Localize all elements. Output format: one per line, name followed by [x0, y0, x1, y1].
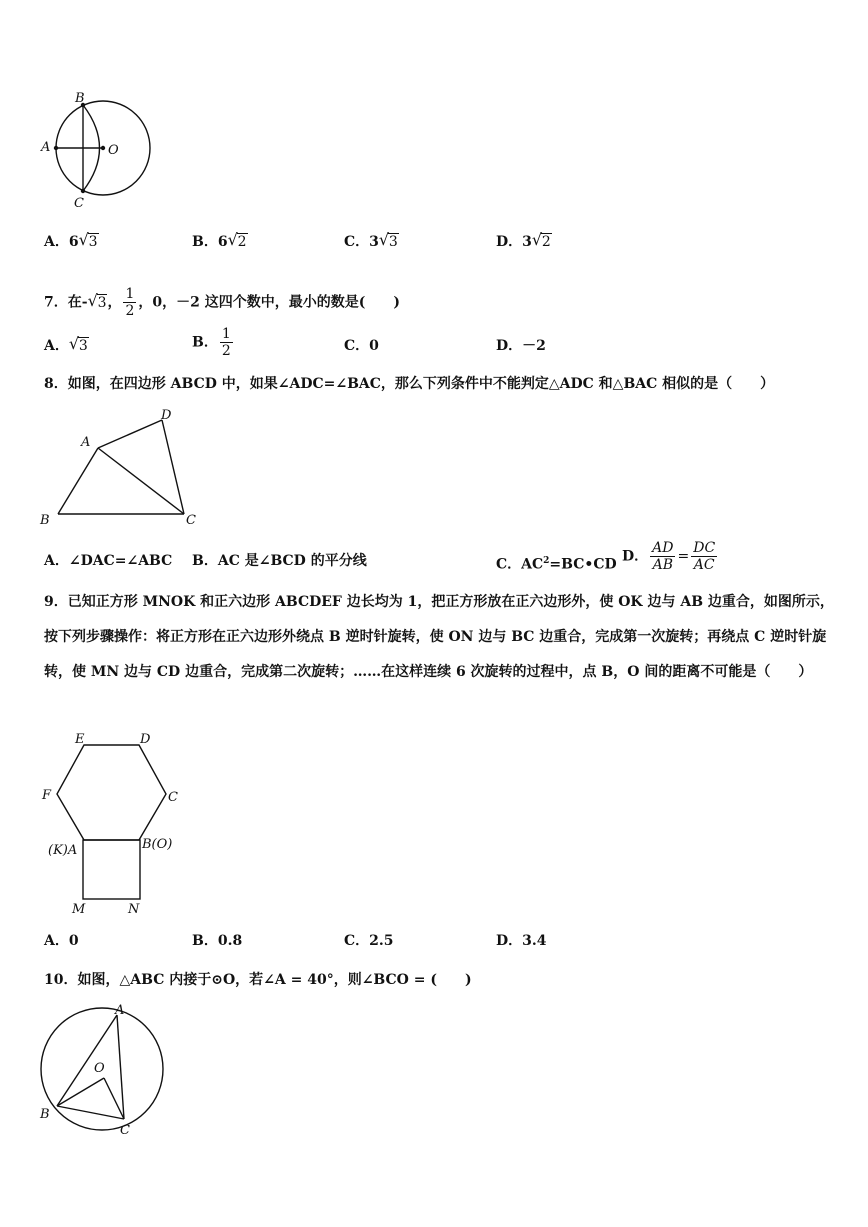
q9-label-e: E	[75, 732, 85, 747]
q9-square	[83, 840, 140, 899]
q9-label-d: D	[140, 732, 151, 747]
q9-hexagon-square-figure	[36, 728, 186, 918]
q9-hexagon	[57, 745, 166, 840]
q6-label-o: O	[108, 143, 119, 158]
q10-label-c: C	[120, 1123, 130, 1138]
q10-label-a: A	[115, 1003, 125, 1018]
q9-label-f: F	[42, 788, 52, 803]
q8-label-d: D	[161, 408, 172, 423]
q6-label-a: A	[41, 140, 51, 155]
q9-label-c: C	[168, 790, 178, 805]
q6-option-c: C．3 √ 3	[344, 230, 398, 250]
q6-circle-figure	[38, 90, 158, 210]
q8-label-a: A	[81, 435, 91, 450]
q6-option-d: D．3 √ 2	[496, 230, 551, 250]
q10-stem: 10．如图，△ABC 内接于⊙O，若∠A = 40°，则∠BCO = ( )	[44, 972, 472, 988]
q7-option-d: D．－2	[496, 338, 546, 354]
q9-label-m: M	[72, 902, 86, 917]
q7-option-c: C．0	[344, 338, 379, 354]
q8-option-c: C．$AC^2=BC•CD$	[496, 556, 617, 573]
q8-label-c: C	[186, 513, 196, 528]
q6-label-b: B	[75, 91, 85, 106]
q7-option-b: B． $\frac{1}{2}$	[192, 326, 231, 359]
q10-circle-figure	[36, 1002, 176, 1142]
q8-label-b: B	[40, 513, 50, 528]
q10-label-o: O	[94, 1061, 105, 1076]
q9-stem: 9．已知正方形 MNOK 和正六边形 ABCDEF 边长均为 1，把正方形放在正六边形外，使 OK 边与 AB 边重合，如图所示，按下列步骤操作：将正方形在正六边形外绕点 B 逆时针旋转，使 ON 边与 BC 边重合，完成第一次旋转；再绕点 C 逆时针旋转，使 MN 边与 CD 边重合，完成第二次旋转；……在这样连续 6 次旋转的过程中，点 B，O 间的距离不可能是（ ）	[44, 594, 834, 680]
q9-label-bo: B(O)	[142, 837, 173, 852]
q10-label-b: B	[40, 1107, 50, 1122]
q8-quadrilateral-figure	[36, 404, 206, 530]
q8-option-a: A．∠DAC=∠ABC	[44, 553, 173, 569]
q9-option-a: A．0	[44, 933, 79, 949]
q7-option-a: A． √ 3	[44, 334, 88, 354]
q7-stem: 7．在- √ 3， $\frac{1}{2}$ ，0，－2 这四个数中，最小的数是( )	[44, 286, 401, 319]
q6-option-a: A．6 √ 3	[44, 230, 98, 250]
q8-option-d: D． $\frac{AD}{AB}$ = $\frac{DC}{AC}$	[622, 540, 716, 573]
q9-label-ka: (K)A	[48, 843, 78, 858]
q6-option-b: B．6 √ 2	[192, 230, 247, 250]
q8-option-b: B．AC 是∠BCD 的平分线	[192, 553, 367, 569]
q9-label-n: N	[128, 902, 140, 917]
q6-label-c: C	[74, 196, 84, 210]
q9-option-d: D．3.4	[496, 933, 547, 949]
q9-option-b: B．0.8	[192, 933, 243, 949]
q9-option-c: C．2.5	[344, 933, 394, 949]
q8-stem: 8．如图，在四边形 ABCD 中，如果∠ADC=∠BAC，那么下列条件中不能判定△ADC 和△BAC 相似的是（ ）	[44, 376, 775, 392]
